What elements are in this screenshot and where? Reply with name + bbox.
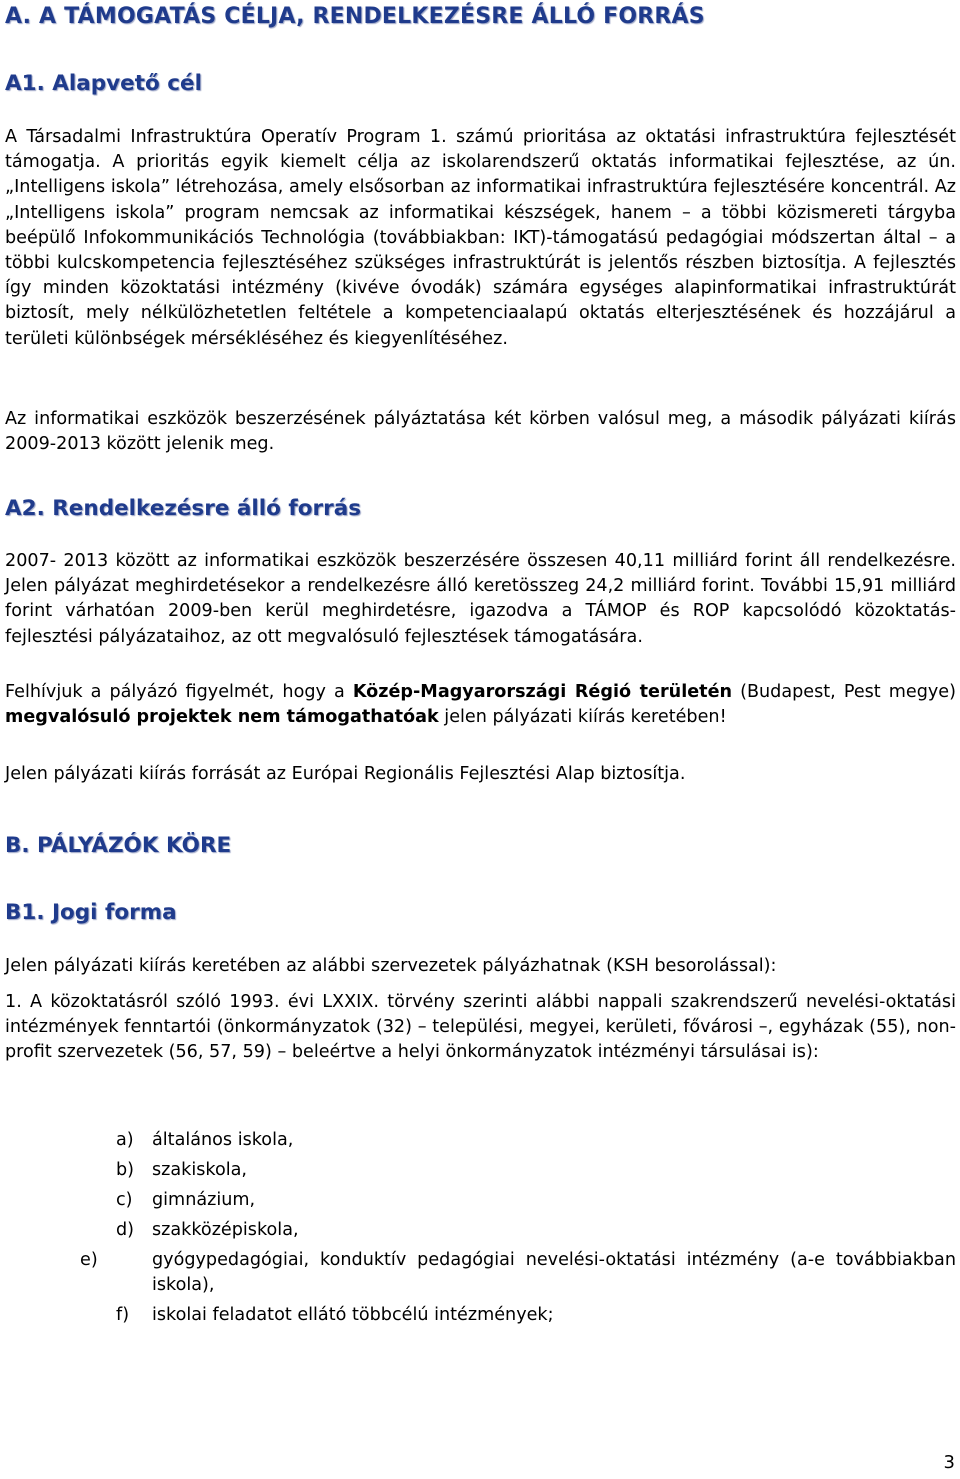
list-item: b) szakiskola, xyxy=(116,1160,248,1180)
section-a1-paragraph-2: Az informatikai eszközök beszerzésének pályáztatása két körben valósul meg, a második pályázati kiírás 2009-2013 között jelenik meg. xyxy=(5,409,956,455)
section-b-heading: B. PÁLYÁZÓK KÖRE xyxy=(5,833,232,858)
list-item: d) szakközépiskola, xyxy=(116,1220,299,1240)
section-a1-paragraph-1: A Társadalmi Infrastruktúra Operatív Program 1. számú prioritása az oktatási infrastruktúra fejlesztését támogatja. A prioritás egyik kiemelt célja az iskolarendszerű oktatás informatikai fejlesztése, az ún. „Intelligens iskola” létrehozása, amely elsősorban az informatikai infrastruktúra fejlesztésére koncentrál. Az „Intelligens iskola” program nemcsak az informatikai készségek, hanem – a többi közismereti tárgyba beépülő Infokommunikációs Technológia (továbbiakban: IKT)-támogatású pedagógiai módszertan által – a többi kulcskompetencia fejlesztéséhez szükséges infrastruktúrát is jelentős részben biztosítja. A fejlesztés így minden közoktatási intézmény (kivéve óvodák) számára egységes alapinformatikai infrastruktúrát biztosít, mely nélkülözhetetlen feltétele a kompetenciaalapú oktatás elterjesztésének és hozzájárul a területi különbségek mérsékléséhez és kiegyenlítéséhez. xyxy=(5,127,956,349)
section-a2-paragraph-1: 2007- 2013 között az informatikai eszközök beszerzésére összesen 40,11 milliárd forint áll rendelkezésre. Jelen pályázat meghirdetésekor a rendelkezésre álló keretösszeg 24,2 milliárd forint. További 15,91 milliárd forint várhatóan 2009-ben kerül meghirdetésre, igazodva a TÁMOP és ROP kapcsolódó közoktatás-fejlesztési pályázataihoz, az ott megvalósuló fejlesztések támogatására. xyxy=(5,551,956,647)
institution-list xyxy=(80,1128,956,1328)
not-supported-emphasis: megvalósuló projektek nem támogathatóak xyxy=(5,707,439,728)
section-a2-paragraph-2 xyxy=(5,680,956,730)
list-item: c) gimnázium, xyxy=(116,1190,256,1210)
section-a2-paragraph-3: Jelen pályázati kiírás forrását az Európai Regionális Fejlesztési Alap biztosítja. xyxy=(5,764,686,784)
region-emphasis: Közép-Magyarországi Régió területén xyxy=(352,682,733,702)
section-b1-paragraph-2: 1. A közoktatásról szóló 1993. évi LXXIX. törvény szerinti alábbi nappali szakrendszerű nevelési-oktatási intézmények fenntartói (önkormányzatok (32) – települési, megyei, kerületi, fővárosi –, egyházak (55), non-profit szervezetek (56, 57, 59) – beleértve a helyi önkormányzatok intézményi társulásai is): xyxy=(5,992,956,1063)
section-a1-heading: A1. Alapvető cél xyxy=(5,71,202,96)
section-a2-heading: A2. Rendelkezésre álló forrás xyxy=(5,496,362,521)
list-item: f) iskolai feladatot ellátó többcélú intézmények; xyxy=(116,1305,554,1326)
list-item: e) gyógypedagógiai, konduktív pedagógiai nevelési-oktatási intézmény (a-e továbbiakban iskola), xyxy=(80,1250,956,1296)
para-text: (Budapest, Pest megye) xyxy=(732,682,956,702)
para-text: jelen pályázati kiírás keretében! xyxy=(438,707,727,728)
page-number: 3 xyxy=(943,1452,955,1473)
section-b1-paragraph-1: Jelen pályázati kiírás keretében az alábbi szervezetek pályázhatnak (KSH besorolással): xyxy=(5,956,777,976)
para-text: Felhívjuk a pályázó figyelmét, hogy a xyxy=(5,682,353,702)
section-a-heading: A. A TÁMOGATÁS CÉLJA, RENDELKEZÉSRE ÁLLÓ FORRÁS xyxy=(5,4,705,29)
list-item: a) általános iskola, xyxy=(116,1130,294,1150)
section-b1-heading: B1. Jogi forma xyxy=(5,900,177,925)
